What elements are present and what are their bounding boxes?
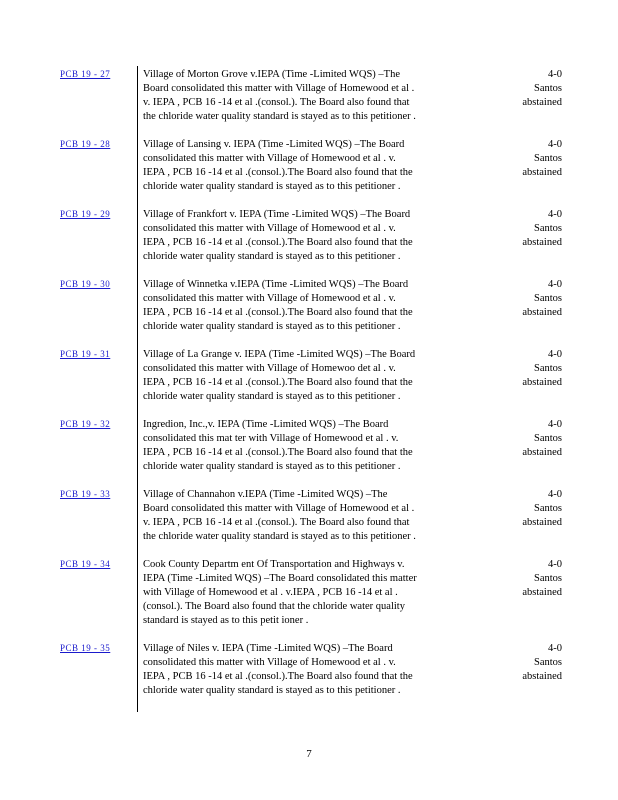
description-line: Village of La Grange v. IEPA (Time -Limited WQS) –The Board xyxy=(143,349,416,360)
description-line: Village of Morton Grove v.IEPA (Time -Limited WQS) –The xyxy=(143,69,400,80)
description-line: standard is stayed as to this petit ioner . xyxy=(143,615,309,626)
description-line: IEPA (Time -Limited WQS) –The Board consolidated this matter xyxy=(143,573,417,584)
description-line: IEPA , PCB 16 -14 et al .(consol.).The Board also found that the xyxy=(143,237,413,248)
case-number-link[interactable]: PCB 19 - 27 xyxy=(60,69,111,79)
case-number-link[interactable]: PCB 19 - 33 xyxy=(60,489,111,499)
vote-line: abstained xyxy=(522,307,562,318)
vote-line: 4-0 xyxy=(548,489,562,500)
description-line: consolidated this mat ter with Village of Homewood et al . v. xyxy=(143,433,399,444)
vote-line: Santos xyxy=(533,223,562,234)
vote-line: Santos xyxy=(533,153,562,164)
vote-line: abstained xyxy=(522,97,562,108)
description-line: chloride water quality standard is stayed as to this petitioner . xyxy=(143,461,401,472)
description-line: consolidated this matter with Village of Homewood et al . v. xyxy=(143,153,396,164)
page-number: 7 xyxy=(306,748,312,760)
vote-line: 4-0 xyxy=(548,69,562,80)
vote-line: abstained xyxy=(522,517,562,528)
case-number-link[interactable]: PCB 19 - 29 xyxy=(60,209,111,219)
case-description xyxy=(143,418,461,474)
vote-line: 4-0 xyxy=(548,643,562,654)
vote-line: Santos xyxy=(533,573,562,584)
vote-line: 4-0 xyxy=(548,349,562,360)
vote-line: 4-0 xyxy=(548,419,562,430)
description-line: IEPA , PCB 16 -14 et al .(consol.).The Board also found that the xyxy=(143,167,413,178)
description-line: Village of Lansing v. IEPA (Time -Limited WQS) –The Board xyxy=(143,139,405,150)
description-line: Village of Niles v. IEPA (Time -Limited WQS) –The Board xyxy=(143,643,393,654)
case-description xyxy=(143,348,461,404)
vote-line: abstained xyxy=(522,377,562,388)
vote-line: abstained xyxy=(522,167,562,178)
case-description xyxy=(143,208,461,264)
description-line: IEPA , PCB 16 -14 et al .(consol.).The Board also found that the xyxy=(143,307,413,318)
vote-result xyxy=(500,642,562,684)
description-line: Board consolidated this matter with Village of Homewood et al . xyxy=(143,503,415,514)
case-description xyxy=(143,138,461,194)
column-divider xyxy=(137,66,138,712)
vote-line: Santos xyxy=(533,83,562,94)
description-line: the chloride water quality standard is stayed as to this petitioner . xyxy=(143,531,416,542)
vote-line: abstained xyxy=(522,587,562,598)
case-description xyxy=(143,558,461,628)
vote-result xyxy=(500,348,562,390)
case-number-link[interactable]: PCB 19 - 30 xyxy=(60,279,111,289)
case-description xyxy=(143,278,461,334)
description-line: IEPA , PCB 16 -14 et al .(consol.).The Board also found that the xyxy=(143,447,413,458)
description-line: chloride water quality standard is stayed as to this petitioner . xyxy=(143,321,401,332)
case-description xyxy=(143,68,461,124)
case-description xyxy=(143,642,461,698)
description-line: Village of Channahon v.IEPA (Time -Limited WQS) –The xyxy=(143,489,388,500)
description-line: chloride water quality standard is stayed as to this petitioner . xyxy=(143,685,401,696)
vote-line: 4-0 xyxy=(548,559,562,570)
vote-result xyxy=(500,558,562,600)
description-line: Village of Frankfort v. IEPA (Time -Limited WQS) –The Board xyxy=(143,209,411,220)
case-number-link[interactable]: PCB 19 - 35 xyxy=(60,643,111,653)
vote-result xyxy=(500,488,562,530)
description-line: consolidated this matter with Village of Homewood et al . v. xyxy=(143,657,396,668)
description-line: Board consolidated this matter with Village of Homewood et al . xyxy=(143,83,415,94)
description-line: IEPA , PCB 16 -14 et al .(consol.).The Board also found that the xyxy=(143,377,413,388)
case-number-link[interactable]: PCB 19 - 32 xyxy=(60,419,111,429)
description-line: v. IEPA , PCB 16 -14 et al .(consol.). The Board also found that xyxy=(143,97,410,108)
vote-line: abstained xyxy=(522,447,562,458)
vote-line: Santos xyxy=(533,293,562,304)
description-line: consolidated this matter with Village of Homewood et al . v. xyxy=(143,223,396,234)
vote-result xyxy=(500,278,562,320)
vote-line: Santos xyxy=(533,657,562,668)
description-line: IEPA , PCB 16 -14 et al .(consol.).The Board also found that the xyxy=(143,671,413,682)
vote-line: 4-0 xyxy=(548,279,562,290)
description-line: Ingredion, Inc.,v. IEPA (Time -Limited WQS) –The Board xyxy=(143,419,389,430)
vote-line: Santos xyxy=(533,363,562,374)
vote-line: 4-0 xyxy=(548,209,562,220)
vote-line: 4-0 xyxy=(548,139,562,150)
vote-result xyxy=(500,138,562,180)
description-line: v. IEPA , PCB 16 -14 et al .(consol.). The Board also found that xyxy=(143,517,410,528)
description-line: chloride water quality standard is stayed as to this petitioner . xyxy=(143,391,401,402)
vote-result xyxy=(500,68,562,110)
vote-line: abstained xyxy=(522,237,562,248)
description-line: Village of Winnetka v.IEPA (Time -Limited WQS) –The Board xyxy=(143,279,409,290)
description-line: chloride water quality standard is stayed as to this petitioner . xyxy=(143,181,401,192)
description-line: the chloride water quality standard is stayed as to this petitioner . xyxy=(143,111,416,122)
vote-line: Santos xyxy=(533,503,562,514)
description-line: (consol.). The Board also found that the chloride water quality xyxy=(143,601,405,612)
description-line: Cook County Departm ent Of Transportation and Highways v. xyxy=(143,559,405,570)
description-line: with Village of Homewood et al . v.IEPA , PCB 16 -14 et al . xyxy=(143,587,398,598)
vote-line: Santos xyxy=(533,433,562,444)
case-number-link[interactable]: PCB 19 - 31 xyxy=(60,349,111,359)
vote-result xyxy=(500,418,562,460)
case-number-link[interactable]: PCB 19 - 34 xyxy=(60,559,111,569)
description-line: chloride water quality standard is stayed as to this petitioner . xyxy=(143,251,401,262)
case-description xyxy=(143,488,461,544)
description-line: consolidated this matter with Village of Homewood et al . v. xyxy=(143,293,396,304)
case-number-link[interactable]: PCB 19 - 28 xyxy=(60,139,111,149)
vote-line: abstained xyxy=(522,671,562,682)
vote-result xyxy=(500,208,562,250)
description-line: consolidated this matter with Village of Homewoo det al . v. xyxy=(143,363,396,374)
